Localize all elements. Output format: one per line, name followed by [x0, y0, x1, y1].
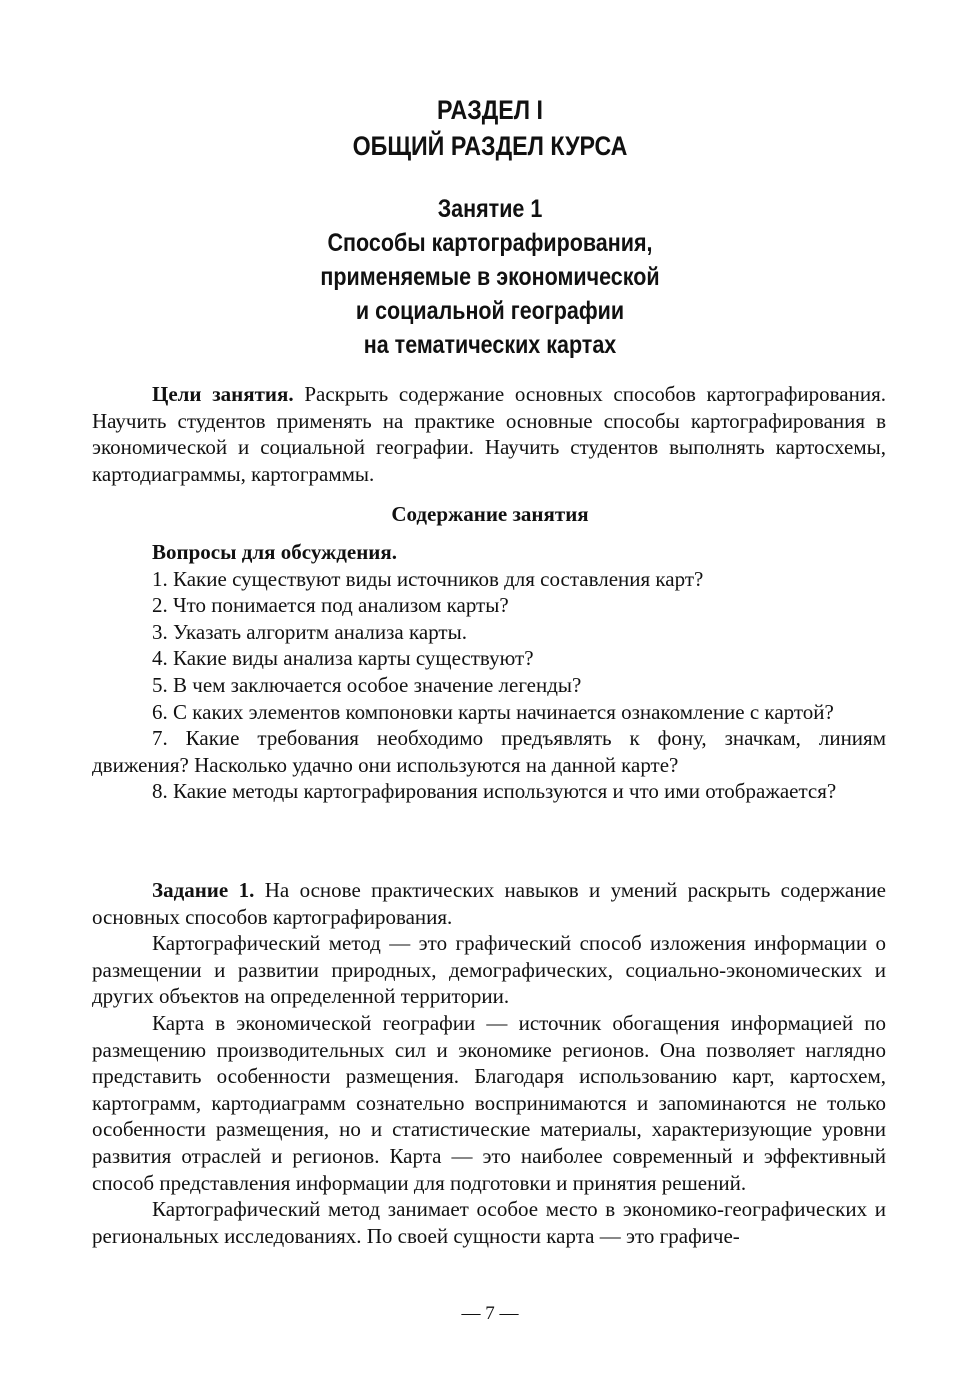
question-item: 7. Какие требования необходимо предъявлять к фону, значкам, линиям движения? Насколько удачно они используются на данной карте? [92, 726, 886, 777]
lesson-title-line: Способы картографирования, [327, 229, 653, 257]
question-item: 6. С каких элементов компоновки карты начинается ознакомление с картой? [152, 699, 834, 724]
task-block [92, 877, 886, 1249]
body-paragraph: Карта в экономической географии — источник обогащения информацией по размещению производительных сил и экономике регионов. Она позволяет наглядно представить особенности размещения. Благодаря использованию карт, картосхем, картограмм, картодиаграмм сознательно воспринимаются и запоминаются не только особенности размещения, но и статистические материалы, характеризующие уровни развития отраслей и регионов. Карта — это наиболее современный и эффективный способ представления информации для подготовки и принятия решений. [92, 1010, 886, 1195]
question-item: 5. В чем заключается особое значение легенды? [152, 672, 582, 697]
question-item: 1. Какие существуют виды источников для составления карт? [152, 566, 704, 591]
task-text: На основе практических навыков и умений раскрыть содержание основных способов картографирования. [92, 878, 886, 929]
lesson-number: Занятие 1 [437, 195, 543, 223]
lesson-title-line: на тематических картах [363, 331, 617, 359]
question-item: 3. Указать алгоритм анализа карты. [152, 619, 467, 644]
question-item: 8. Какие методы картографирования используются и что ими отображается? [152, 779, 837, 804]
section-title-line-2: ОБЩИЙ РАЗДЕЛ КУРСА [352, 131, 628, 161]
lesson-title-line: и социальной географии [355, 297, 625, 325]
lesson-heading [69, 192, 912, 362]
goals-label: Цели занятия. [152, 382, 294, 406]
goals-paragraph [92, 381, 886, 487]
body-paragraph: Картографический метод — это графический способ изложения информации о размещении и развитии природных, демографических, социально-экономических и других объектов на определенной территории. [92, 931, 886, 1009]
lesson-title-line: применяемые в экономической [320, 263, 660, 291]
task-label: Задание 1. [152, 878, 255, 902]
section-title [69, 92, 912, 164]
content-heading: Содержание занятия [391, 502, 589, 526]
page-number: — 7 — [461, 1303, 519, 1324]
section-title-line-1: РАЗДЕЛ I [437, 95, 543, 125]
question-item: 4. Какие виды анализа карты существуют? [152, 646, 534, 671]
questions-block [92, 539, 886, 805]
question-item: 2. Что понимается под анализом карты? [152, 593, 509, 618]
questions-label: Вопросы для обсуждения. [152, 540, 398, 564]
body-paragraph: Картографический метод занимает особое место в экономико-географических и региональных исследованиях. По своей сущности карта — это графиче- [92, 1197, 886, 1248]
goals-text: Раскрыть содержание основных способов картографирования. Научить студентов применять на практике основные способы картографирования в экономической и социальной географии. Научить студентов выполнять картосхемы, картодиаграммы, картограммы. [92, 382, 887, 486]
